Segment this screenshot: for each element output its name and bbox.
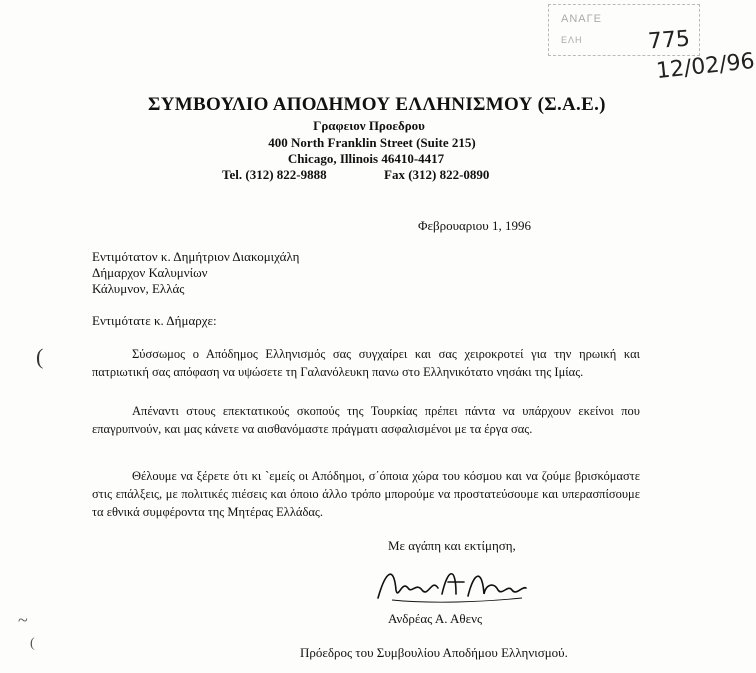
salutation: Εντιμότατε κ. Δήμαρχε:	[92, 313, 217, 328]
recipient-line-1: Εντιμότατον κ. Δημήτριον Διακομιχάλη	[92, 249, 300, 264]
stamp-text-2: ΕΛΗ	[561, 35, 583, 45]
stamp-text-1: ΑΝΑΓΕ	[561, 13, 603, 25]
recipient-line-3: Κάλυμνον, Ελλάς	[92, 281, 185, 296]
margin-mark: ~	[18, 610, 28, 630]
margin-mark: (	[30, 636, 35, 651]
body-paragraph-1: Σύσσωμος ο Απόδημος Ελληνισμός σας συγχαίρει και σας χειροκροτεί για την ηρωική και πατριωτική σας απόφαση να υψώσετε τη Γαλανόλευκη πανω στο Ελληνικότατο νησάκι της Ιμίας.	[92, 347, 640, 379]
handwritten-date: 12/02/96	[654, 48, 756, 85]
closing: Με αγάπη και εκτίμηση,	[388, 538, 516, 553]
letter-date: Φεβρουαριου 1, 1996	[418, 218, 531, 233]
office-name: Γραφειον Προεδρου	[313, 118, 425, 133]
street-address: 400 North Franklin Street (Suite 215)	[268, 135, 476, 150]
body-paragraph-2: Απέναντι στους επεκτατικούς σκοπούς της Τουρκίας πρέπει πάντα να υπάρχουν εκείνοι που επαγρυπνούν, και μας κάνετε να αισθανόμαστε πράγματι ασφαλισμένοι με τα έργα σας.	[92, 404, 640, 436]
organization-name: ΣΥΜΒΟΥΛΙΟ ΑΠΟΔΗΜΟΥ ΕΛΛΗΝΙΣΜΟΥ (Σ.Α.Ε.)	[148, 94, 606, 115]
fax: Fax (312) 822-0890	[384, 167, 490, 182]
handwritten-number: 775	[647, 26, 691, 55]
recipient-line-2: Δήμαρχον Καλυμνίων	[92, 265, 208, 280]
margin-mark: (	[36, 344, 44, 369]
city-address: Chicago, Illinois 46410-4417	[287, 151, 445, 166]
telephone: Tel. (312) 822-9888	[222, 167, 327, 182]
handwritten-signature	[372, 560, 532, 610]
body-paragraph-3: Θέλουμε να ξέρετε ότι κι `εμείς οι Απόδημοι, σ΄όποια χώρα του κόσμου και να ζούμε βρισκόμαστε στις επάλξεις, με πολιτικές πιέσεις και όποιο άλλο τρόπο μπορούμε να προστατεύσουμε και υπερασπίσουμε τα εθνικά συμφέροντα της Μητέρας Ελλάδας.	[92, 469, 640, 519]
signer-name: Ανδρέας Α. Αθενς	[388, 611, 483, 626]
signer-title: Πρόεδρος του Συμβουλίου Αποδήμου Ελληνισμού.	[300, 645, 568, 660]
